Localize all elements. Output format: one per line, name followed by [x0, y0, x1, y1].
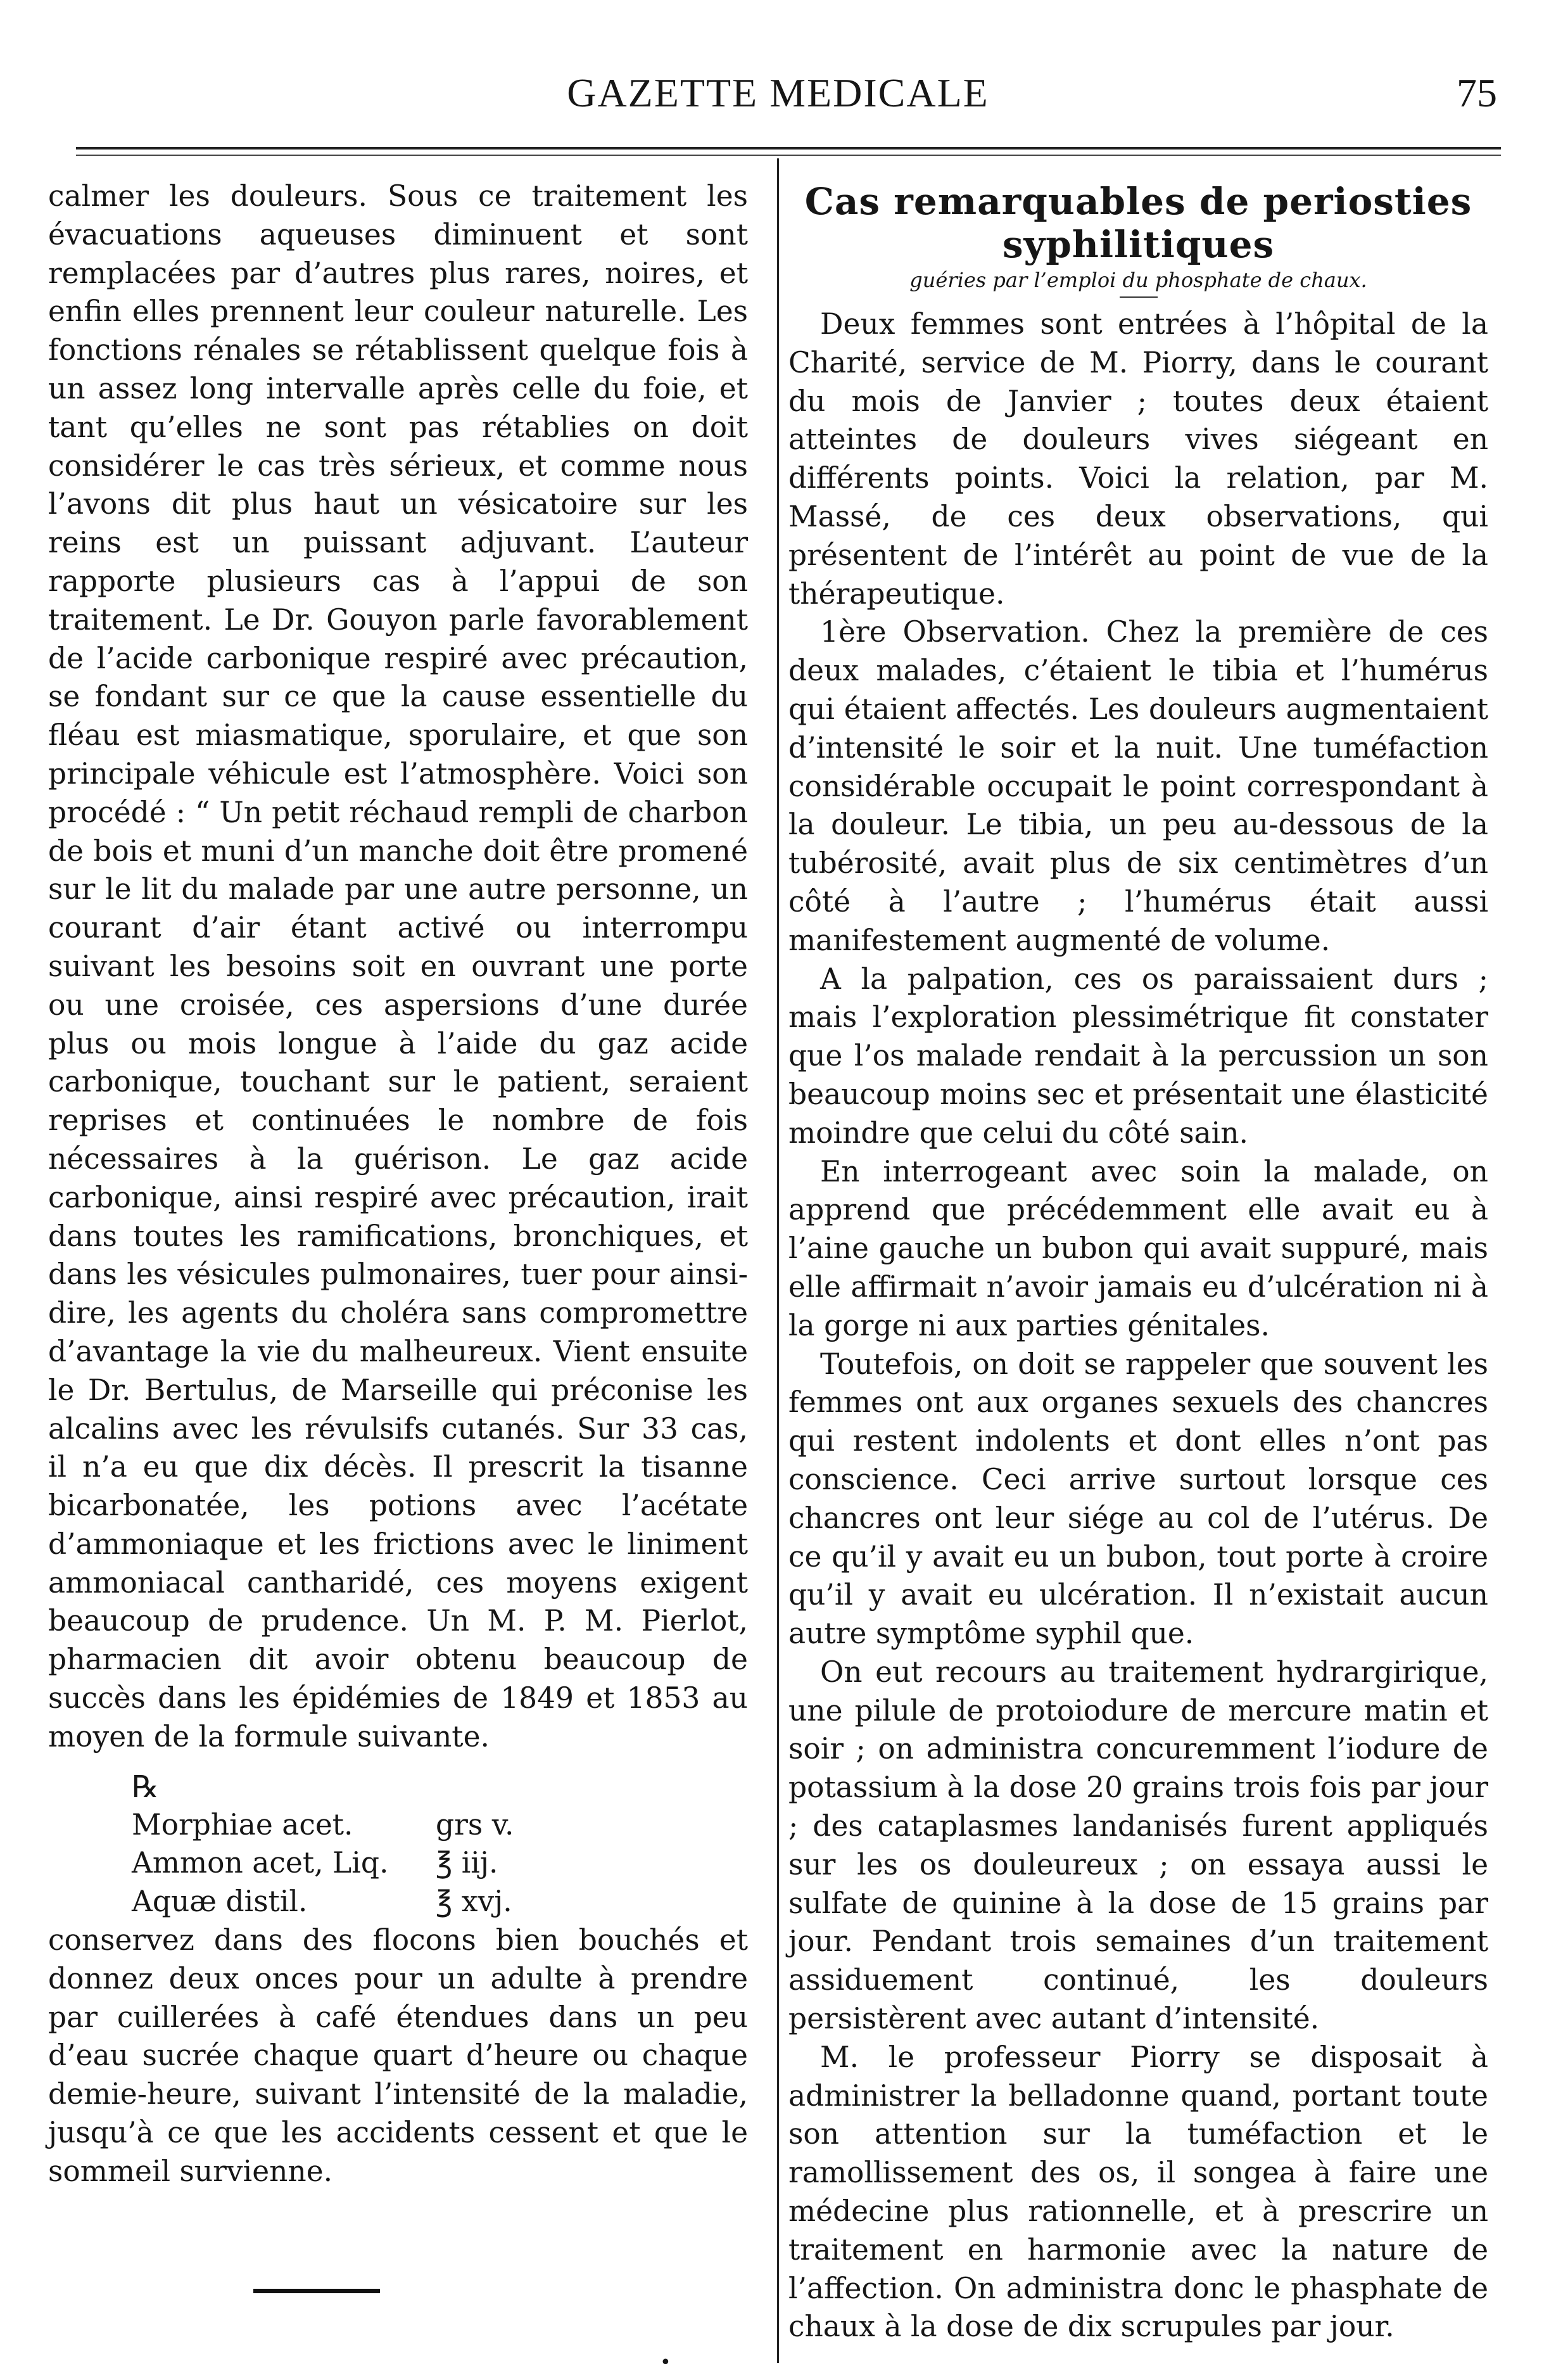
- formula-row: [132, 1883, 748, 1921]
- left-paragraph-1: calmer les douleurs. Sous ce traitement les évacuations aqueuses diminuent et sont remplacées par d’autres plus rares, noires, et enfin elles prennent leur couleur naturelle. Les fonctions rénales se rétablissent quelque fois à un assez long intervalle après celle du foie, et tant qu’elles ne sont pas rétablies on doit considérer le cas très sérieux, et comme nous l’avons dit plus haut un vésicatoire sur les reins est un puissant adjuvant. L’auteur rapporte plusieurs cas à l’appui de son traitement. Le Dr. Gouyon parle favorablement de l’acide carbonique respiré avec précaution, se fondant sur ce que la cause essentielle du fléau est miasmatique, sporulaire, et que son principale véhicule est l’atmosphère. Voici son procédé : “ Un petit réchaud rempli de charbon de bois et muni d’un manche doit être promené sur le lit du malade par une autre personne, un courant d’air étant activé ou interrompu suivant les besoins soit en ouvrant une porte ou une croisée, ces aspersions d’une durée plus ou mois longue à l’aide du gaz acide carbonique, touchant sur le patient, seraient reprises et continuées le nombre de fois nécessaires à la guérison. Le gaz acide carbonique, ainsi respiré avec précaution, irait dans toutes les ramifications, bronchiques, et dans les vésicules pulmonaires, tuer pour ainsi-dire, les agents du choléra sans compromettre d’avantage la vie du malheureux. Vient ensuite le Dr. Bertulus, de Marseille qui préconise les alcalins avec les révulsifs cutanés. Sur 33 cas, il n’a eu que dix décès. Il prescrit la tisanne bicarbonatée, les potions avec l’acétate d’ammoniaque et les frictions avec le liniment ammoniacal cantharidé, ces moyens exigent beaucoup de prudence. Un M. P. M. Pierlot, pharmacien dit avoir obtenu beaucoup de succès dans les épidémies de 1849 et 1853 au moyen de la formule suivante.: [48, 179, 748, 1753]
- header-rule-thin: [76, 155, 1501, 156]
- right-column: [788, 177, 1488, 2346]
- left-column: [48, 177, 748, 2191]
- prescription-formula: [48, 1806, 748, 1921]
- formula-row: [132, 1844, 748, 1883]
- column-divider: [777, 158, 779, 2363]
- article-paragraph: En interrogeant avec soin la malade, on apprend que précédemment elle avait eu à l’aine gauche un bubon qui avait suppuré, mais elle affirmait n’avoir jamais eu d’ulcération ni à la gorge ni aux parties génitales.: [788, 1154, 1488, 1342]
- page-number: 75: [1457, 70, 1497, 115]
- article-paragraph: On eut recours au traitement hydrargirique, une pilule de protoiodure de mercure matin et soir ; on administra concuremment l’iodure de potassium à la dose 20 grains trois fois par jour ; des cataplasmes landanisés furent appliqués sur les os douleureux ; on essaya aussi le sulfate de quinine à la dose de 15 grains par jour. Pendant trois semaines d’un traitement assiduement continué, les douleurs persistèrent avec autant d’intensité.: [788, 1655, 1488, 2036]
- page-header-title: GAZETTE MEDICALE: [567, 70, 989, 115]
- header-rule: [76, 147, 1501, 150]
- prescription-symbol: ℞: [132, 1769, 160, 1805]
- formula-dose: grs v.: [436, 1807, 514, 1842]
- formula-row: [132, 1806, 748, 1845]
- article-subtitle: guéries par l’emploi du phosphate de chaux.: [909, 268, 1367, 292]
- article-paragraph: Deux femmes sont entrées à l’hôpital de la Charité, service de M. Piorry, dans le courant du mois de Janvier ; toutes deux étaient atteintes de douleurs vives siégeant en différents points. Voici la relation, par M. Massé, de ces deux observations, qui présentent de l’intérêt au point de vue de la thérapeutique.: [788, 307, 1488, 611]
- article-paragraph: 1ère Observation. Chez la première de ces deux malades, c’étaient le tibia et l’humérus qui étaient affectés. Les douleurs augmentaient d’intensité le soir et la nuit. Une tuméfaction considérable occupait le point correspondant à la douleur. Le tibia, un peu au-dessous de la tubérosité, avait plus de six centimètres d’un côté à l’autre ; l’humérus était aussi manifestement augmenté de volume.: [788, 615, 1488, 957]
- formula-drug: Ammon acet, Liq.: [132, 1846, 389, 1880]
- title-rule: [1120, 296, 1158, 298]
- formula-drug: Aquæ distil.: [132, 1885, 308, 1919]
- formula-drug: Morphiae acet.: [132, 1807, 353, 1842]
- article-paragraph: A la palpation, ces os paraissaient durs ; mais l’exploration plessimétrique fit constater que l’os malade rendait à la percussion un son beaucoup moins sec et présentait une élasticité moindre que celui du côté sain.: [788, 962, 1488, 1150]
- formula-dose: ℥ xvj.: [436, 1885, 512, 1919]
- article-paragraph: M. le professeur Piorry se disposait à administrer la belladonne quand, portant toute son attention sur la tuméfaction et le ramollissement des os, il songea à faire une médecine plus rationnelle, et à prescrire un traitement en harmonie avec la nature de l’affection. On administra donc le phasphate de chaux à la dose de dix scrupules par jour.: [788, 2040, 1488, 2344]
- article-paragraph: Toutefois, on doit se rappeler que souvent les femmes ont aux organes sexuels des chancres qui restent indolents et dont elles n’ont pas conscience. Ceci arrive surtout lorsque ces chancres ont leur siége au col de l’utérus. De ce qu’il y avait eu un bubon, tout porte à croire qu’il y avait eu ulcération. Il n’existait aucun autre symptôme syphil que.: [788, 1347, 1488, 1651]
- left-paragraph-2: conservez dans des flocons bien bouchés et donnez deux onces pour un adulte à prendre par cuillerées à café étendues dans un peu d’eau sucrée chaque quart d’heure ou chaque demie-heure, suivant l’intensité de la maladie, jusqu’à ce que les accidents cessent et que le sommeil survienne.: [48, 1923, 748, 2188]
- print-dot: •: [660, 2351, 671, 2374]
- article-title: Cas remarquables de periosties syphilitiques: [804, 180, 1472, 266]
- formula-dose: ℥ iij.: [436, 1846, 498, 1880]
- section-end-rule: [253, 2289, 380, 2293]
